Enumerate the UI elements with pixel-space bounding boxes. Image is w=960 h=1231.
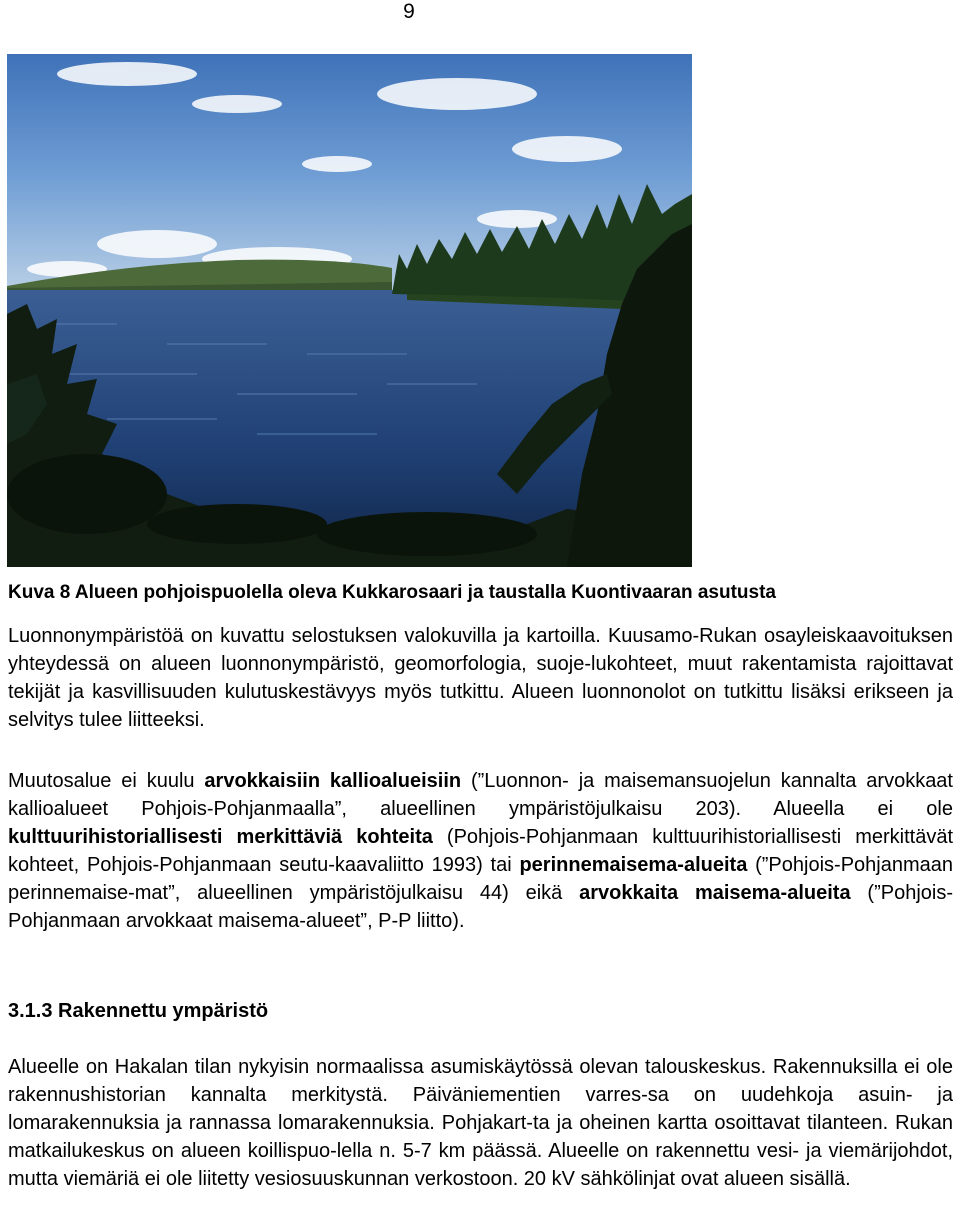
page-number: 9	[403, 0, 415, 23]
paragraph-built-environment: Alueelle on Hakalan tilan nykyisin normaalissa asumiskäytössä olevan talouskeskus. Rakennuksilla ei ole rakennushistorian kannalta merkitystä. Päiväniementien varres-sa on uudehkoja asuin- ja lomarakennuksia ja rannassa lomarakennuksia. Pohjakart-ta ja oheinen kartta osoittavat tilanteen. Rukan matkailukeskus on alueen koillispuo-lella n. 5-7 km päässä. Alueelle on rakennettu vesi- ja viemärijohdot, mutta viemäriä ei ole liitetty vesiosuuskunnan verkostoon. 20 kV sähkölinjat ovat alueen sisällä.	[8, 1056, 953, 1190]
paragraph-valuable-areas: Muutosalue ei kuulu arvokkaisiin kallioalueisiin (”Luonnon- ja maisemansuojelun kannalta arvokkaat kallioalueet Pohjois-Pohjanmaalla”, alueellinen ympäristöjulkaisu 203). Alueella ei ole kulttuurihistoriallisesti merkittäviä kohteita (Pohjois-Pohjanmaan kulttuurihistoriallisesti merkittävät kohteet, Pohjois-Pohjanmaan seutu-kaavaliitto 1993) tai perinnemaisema-alueita (”Pohjois-Pohjanmaan perinnemaise-mat”, alueellinen ympäristöjulkaisu 44) eikä arvokkaita maisema-alueita (”Pohjois-Pohjanmaan arvokkaat maisema-alueet”, P-P liitto).	[8, 770, 953, 932]
section-heading: 3.1.3 Rakennettu ympäristö	[8, 1000, 269, 1022]
lake-photo	[7, 54, 692, 567]
paragraph-natural-environment: Luonnonympäristöä on kuvattu selostuksen valokuvilla ja kartoilla. Kuusamo-Rukan osayleiskaavoituksen yhteydessä on alueen luonnonympäristö, geomorfologia, suoje-lukohteet, muut rakentamista rajoittavat tekijät ja kasvillisuuden kulutuskestävyys myös tutkittu. Alueen luonnonolot on tutkittu lisäksi erikseen ja selvitys tulee liitteeksi.	[8, 625, 953, 731]
figure-caption: Kuva 8 Alueen pohjoispuolella oleva Kukkarosaari ja taustalla Kuontivaaran asutusta	[8, 582, 776, 603]
